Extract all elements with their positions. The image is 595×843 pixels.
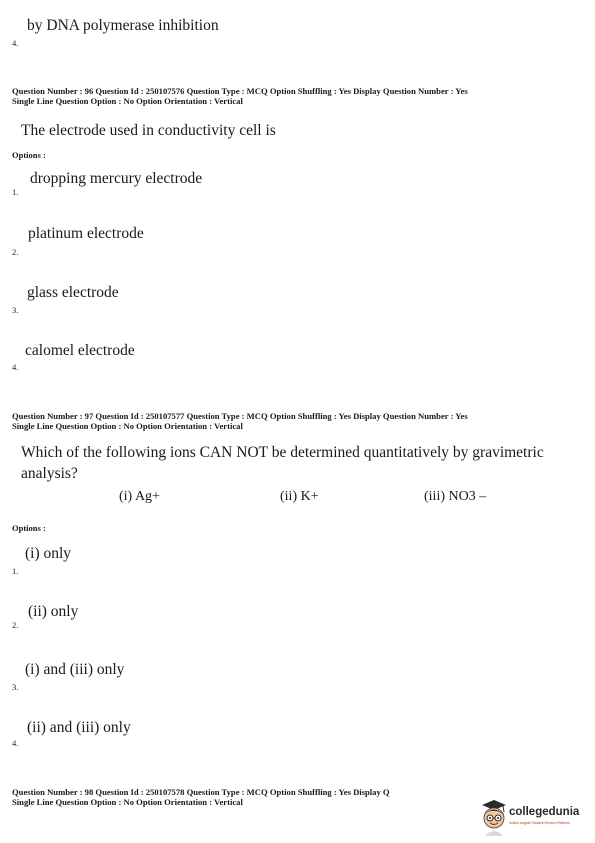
q96-option-2-number: 2.	[12, 247, 19, 257]
collegedunia-mascot-icon	[476, 798, 591, 838]
q97-options-label: Options :	[12, 523, 46, 533]
q96-option-3-number: 3.	[12, 305, 19, 315]
prev-option-4-number: 4.	[12, 38, 19, 48]
q96-option-1-number: 1.	[12, 187, 19, 197]
collegedunia-brand-text: collegedunia	[509, 806, 580, 818]
q97-option-2-text[interactable]: (ii) only	[28, 603, 79, 620]
q96-option-2-text[interactable]: platinum electrode	[28, 225, 144, 242]
q98-meta-line1: Question Number : 98 Question Id : 250107578 Question Type : MCQ Option Shuffling : Yes Display Q	[12, 787, 390, 797]
q97-item-k: (ii) K+	[280, 489, 319, 504]
q97-meta-line1: Question Number : 97 Question Id : 250107577 Question Type : MCQ Option Shuffling : Yes Display Question Number : Yes	[12, 411, 468, 421]
q97-option-4-text[interactable]: (ii) and (iii) only	[27, 719, 131, 736]
q96-meta-line1: Question Number : 96 Question Id : 250107576 Question Type : MCQ Option Shuffling : Yes Display Question Number : Yes	[12, 86, 468, 96]
q97-item-no3: (iii) NO3 –	[424, 489, 487, 504]
q97-option-3-text[interactable]: (i) and (iii) only	[25, 661, 125, 678]
q97-question-text: Which of the following ions CAN NOT be determined quantitatively by gravimetric analysis?	[21, 444, 544, 482]
collegedunia-tagline: India's largest Student Review Platform	[509, 821, 570, 825]
q96-meta-line2: Single Line Question Option : No Option Orientation : Vertical	[12, 96, 243, 106]
q96-question-text: The electrode used in conductivity cell is	[21, 122, 276, 139]
q96-option-1-text[interactable]: dropping mercury electrode	[30, 170, 203, 187]
prev-option-4-text: by DNA polymerase inhibition	[27, 17, 219, 34]
collegedunia-logo	[476, 798, 591, 838]
q97-meta-line2: Single Line Question Option : No Option Orientation : Vertical	[12, 421, 243, 431]
q97-item-ag: (i) Ag+	[119, 489, 160, 504]
q96-option-4-text[interactable]: calomel electrode	[25, 342, 135, 359]
q97-option-2-number: 2.	[12, 620, 19, 630]
q96-option-3-text[interactable]: glass electrode	[27, 284, 119, 301]
q97-option-1-number: 1.	[12, 566, 19, 576]
q97-option-1-text[interactable]: (i) only	[25, 545, 72, 562]
q98-meta-line2: Single Line Question Option : No Option Orientation : Vertical	[12, 797, 243, 807]
q97-option-4-number: 4.	[12, 738, 19, 748]
q96-option-4-number: 4.	[12, 362, 19, 372]
q97-option-3-number: 3.	[12, 682, 19, 692]
q96-options-label: Options :	[12, 150, 46, 160]
